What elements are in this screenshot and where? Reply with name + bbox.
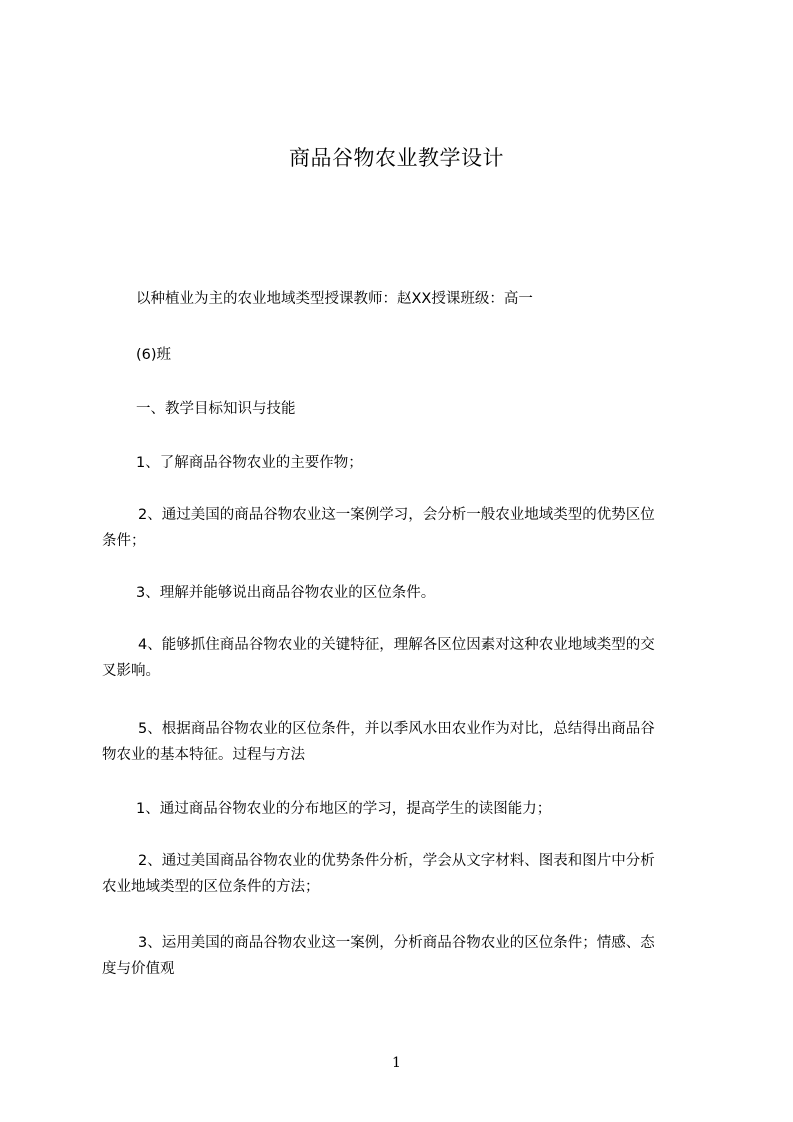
list-item-process-1 <box>136 796 551 822</box>
paragraph-line: 一、教学目标知识与技能 <box>136 401 296 417</box>
paragraph-line: 2、通过美国商品谷物农业的优势条件分析，学会从文字材料、图表和图片中分析 <box>138 853 655 869</box>
paragraph-line: 叉影响。 <box>102 663 160 679</box>
paragraph-line: 4、能够抓住商品谷物农业的关键特征，理解各区位因素对这种农业地域类型的交 <box>138 637 655 653</box>
paragraph-line: 3、理解并能够说出商品谷物农业的区位条件。 <box>136 585 436 601</box>
paragraph-line: 农业地域类型的区位条件的方法； <box>102 879 320 895</box>
paragraph-line: 物农业的基本特征。过程与方法 <box>102 747 305 763</box>
paragraph-line: 条件； <box>102 533 146 549</box>
section-heading-objectives <box>136 396 296 422</box>
list-item-knowledge-5 <box>102 716 655 768</box>
paragraph-line: 以种植业为主的农业地域类型授课教师：赵XX授课班级：高一 <box>136 291 533 307</box>
paragraph-line: 度与价值观 <box>102 961 175 977</box>
paragraph-line: 2、通过美国的商品谷物农业这一案例学习，会分析一般农业地域类型的优势区位 <box>138 507 655 523</box>
list-item-knowledge-2 <box>102 502 655 554</box>
paragraph-class <box>136 342 171 368</box>
paragraph-line: 5、根据商品谷物农业的区位条件，并以季风水田农业作为对比，总结得出商品谷 <box>138 721 655 737</box>
list-item-process-2 <box>102 848 655 900</box>
paragraph-course-info <box>136 286 533 312</box>
paragraph-line: 1、了解商品谷物农业的主要作物； <box>136 455 363 471</box>
list-item-knowledge-3 <box>136 580 435 606</box>
list-item-knowledge-1 <box>136 450 363 476</box>
list-item-knowledge-4 <box>102 632 655 684</box>
list-item-process-3 <box>102 930 655 982</box>
document-title: 商品谷物农业教学设计 <box>289 146 504 170</box>
paragraph-line: (6)班 <box>136 347 172 363</box>
page-number: 1 <box>392 1055 401 1071</box>
paragraph-line: 1、通过商品谷物农业的分布地区的学习，提高学生的读图能力； <box>136 801 552 817</box>
paragraph-line: 3、运用美国的商品谷物农业这一案例，分析商品谷物农业的区位条件；情感、态 <box>138 935 655 951</box>
